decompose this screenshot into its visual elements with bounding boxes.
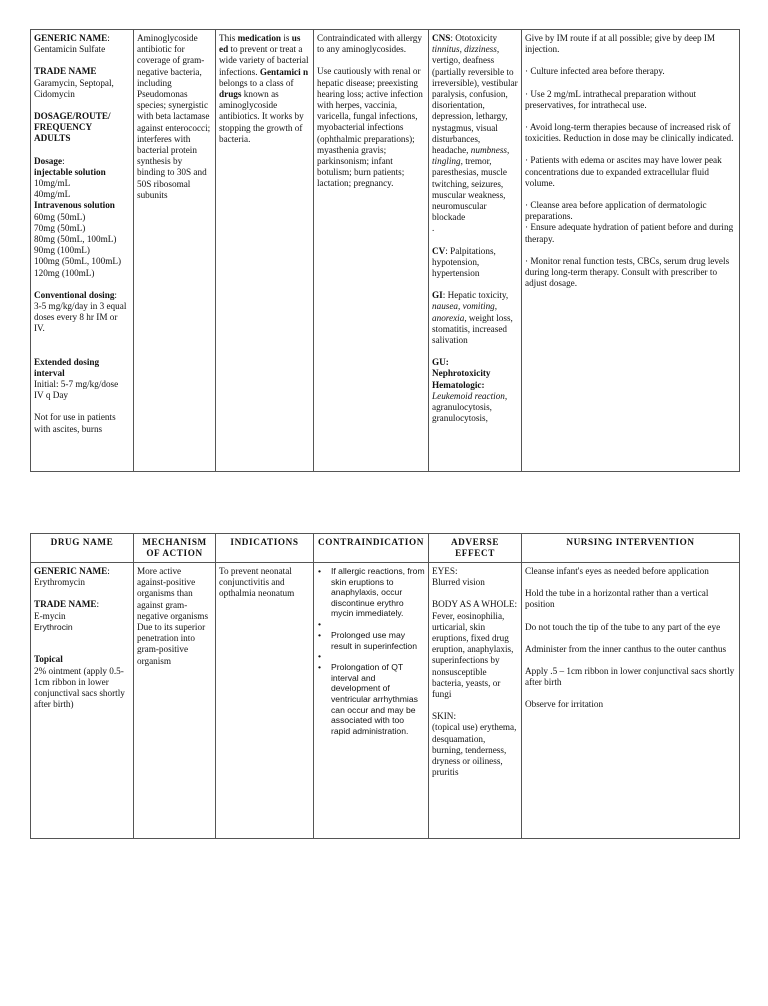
skin-label: SKIN:: [432, 711, 456, 722]
generic-name-value: Erythromycin: [34, 577, 86, 588]
gentamicin-adverse-effect-cell: [429, 30, 522, 472]
body-text: Fever, eosinophilia, urticarial, skin eruptions, fixed drug eruption, anaphylaxis, superinfections by nonsusceptible bacteria, yeasts, or fungi: [432, 610, 514, 700]
intervention-item: · Ensure adequate hydration of patient before and during therapy.: [525, 222, 734, 244]
intervention-item: Observe for irritation: [525, 699, 604, 710]
skin-text: (topical use) erythema, desquamation, burning, tenderness, dryness or oiliness, pruritis: [432, 722, 517, 778]
intervention-item: Apply .5 – 1cm ribbon in lower conjunctival sacs shortly after birth: [525, 666, 735, 688]
intervention-item: · Culture infected area before therapy.: [525, 66, 665, 77]
gentamicin-row: [31, 30, 740, 472]
indications-text: This medication is us ed to prevent or treat a wide variety of bacterial infections. Gentamici n belongs to a class of drugs known as aminoglycoside antibiotics. It works by stopping the growth of bacteria.: [219, 33, 309, 144]
extended-dosing-text: Initial: 5-7 mg/kg/dose IV q Day: [34, 379, 119, 401]
hematologic-effects: Hematologic: Leukemoid reaction, agranulocytosis, granulocytosis,: [432, 379, 508, 424]
mechanism-text: More active against-positive organisms than against gram-negative organisms Due to its superior penetration into gram-positive organism: [137, 566, 209, 666]
intervention-item: · Avoid long-term therapies because of increased risk of toxicities. Reduction in dose may be clinically indicated.: [525, 122, 734, 144]
intervention-item: Administer from the inner canthus to the outer canthus: [525, 643, 727, 654]
not-for-use-text: Not for use in patients with ascites, burns: [34, 412, 116, 434]
erythromycin-drug-table: [30, 533, 740, 839]
header-contraindication: CONTRAINDICATION: [314, 534, 429, 563]
nephrotoxicity-label: Nephrotoxicity: [432, 368, 491, 379]
intervention-item: Cleanse infant's eyes as needed before application: [525, 566, 709, 576]
gentamicin-nursing-intervention-cell: [522, 30, 740, 472]
trade-name-value: Erythrocin: [34, 621, 73, 632]
intervention-item: · Use 2 mg/mL intrathecal preparation without preservatives, for intrathecal use.: [525, 88, 697, 110]
header-nursing-intervention: NURSING INTERVENTION: [522, 534, 740, 563]
gentamicin-drug-name-cell: GENERIC NAME: Gentamicin Sulfate TRADE NAME Garamycin, Septopal, Cidomycin DOSAGE/ROUTE/ FREQUENCY ADULTS Dosage: injectable solution 10mg/mL 40mg/mL Intravenous solution 60mg (50mL) 70mg (50mL) 80mg (50mL, 100mL) 90mg (100mL) 100mg (50mL, 100mL) 120mg (100mL) Conventional dosing: 3-5 mg/kg/day in 3 equal doses every 8 hr IM or IV. Extended dosing interval Initial: 5-7 mg/kg/dose IV q Day Not for use in patients with ascites, burns: [31, 30, 134, 472]
contraindication-list: [317, 566, 425, 736]
gentamicin-indications-cell: [216, 30, 314, 472]
caution-text: Use cautiously with renal or hepatic disease; preexisting hearing loss; active infection with herpes, vaccinia, varicella, fungal infections, myobacterial infections (ophthalmic preparations); myasthenia gravis; parkinsonism; infant botulism; burn patients; lactation; pregnancy.: [317, 66, 423, 189]
dot: .: [432, 223, 435, 234]
body-label: BODY AS A WHOLE:: [432, 599, 517, 610]
iv-line: 100mg (50mL, 100mL): [34, 256, 122, 267]
intervention-item: · Monitor renal function tests, CBCs, serum drug levels during long-term therapy. Consult with prescriber to adjust dosage.: [525, 255, 730, 289]
mechanism-text: Aminoglycoside antibiotic for coverage of gram-negative bacteria, including Pseudomonas species; synergistic with beta lactamase against enterococci; interferes with bacterial protein synthesis by binding to 30S and 50S ribosomal subunits: [137, 33, 211, 200]
topical-text: 2% ointment (apply 0.5-1cm ribbon in lower conjunctival sacs shortly after birth): [34, 665, 125, 710]
intervention-item: Hold the tube in a horizontal rather than a vertical position: [525, 588, 709, 610]
conventional-dosing-label: Conventional dosing: [34, 289, 115, 300]
header-adverse-effect: ADVERSE EFFECT: [429, 534, 522, 563]
extended-dosing-label: Extended dosing interval: [34, 356, 100, 378]
contraindication-item-empty: [331, 619, 425, 630]
injectable-line: 40mg/mL: [34, 189, 71, 200]
erythromycin-nursing-intervention-cell: [522, 563, 740, 839]
contraindication-item: • If allergic reactions, from skin eruptions to anaphylaxis, occur discontinue erythro mycin immediately.: [331, 566, 425, 619]
eyes-label: EYES:: [432, 566, 458, 576]
conventional-dosing-text: 3-5 mg/kg/day in 3 equal doses every 8 hr IM or IV.: [34, 301, 127, 334]
cns-effects: CNS: Ototoxicity tinnitus, dizziness, vertigo, deafness (partially reversible to irreversible), vestibular paralysis, confusion, disorientation, depression, lethargy, nystagmus, visual disturbances, headache, numbness, tingling, tremor, paresthesias, muscle twitching, seizures, muscular weakness, neuromuscular blockade: [432, 33, 518, 223]
trade-name-value: Garamycin, Septopal, Cidomycin: [34, 77, 114, 99]
gu-label: GU:: [432, 357, 449, 368]
eyes-text: Blurred vision: [432, 577, 485, 588]
contraindication-item: • Prolonged use may result in superinfection: [331, 630, 425, 651]
header-indications: INDICATIONS: [216, 534, 314, 563]
header-drug-name: DRUG NAME: [31, 534, 134, 563]
contraindication-item: • Prolongation of QT interval and development of ventricular arrhythmias can occur and may be associated with too rapid administration.: [331, 662, 425, 736]
intervention-item: Give by IM route if at all possible; give by deep IM injection.: [525, 33, 716, 55]
generic-name-label: GENERIC NAME: [34, 33, 108, 43]
gi-effects: GI: Hepatic toxicity, nausea, vomiting, anorexia, weight loss, stomatitis, increased salivation: [432, 290, 513, 346]
iv-line: 80mg (50mL, 100mL): [34, 234, 117, 245]
gentamicin-drug-table: [30, 29, 740, 472]
generic-name-label: GENERIC NAME: [34, 566, 108, 576]
erythromycin-drug-name-cell: GENERIC NAME: Erythromycin TRADE NAME: E-mycin Erythrocin Topical 2% ointment (apply 0.5-1cm ribbon in lower conjunctival sacs shortly after birth): [31, 563, 134, 839]
iv-label: Intravenous solution: [34, 200, 115, 211]
contraindication-text: Contraindicated with allergy to any aminoglycosides.: [317, 33, 422, 55]
erythromycin-indications-cell: [216, 563, 314, 839]
erythromycin-adverse-effect-cell: [429, 563, 522, 839]
topical-label: Topical: [34, 654, 63, 665]
erythromycin-contraindication-cell: [314, 563, 429, 839]
intervention-item: · Cleanse area before application of dermatologic preparations.: [525, 200, 707, 222]
generic-name-value: Gentamicin Sulfate: [34, 44, 106, 55]
gentamicin-contraindication-cell: [314, 30, 429, 472]
injectable-label: injectable solution: [34, 166, 106, 177]
iv-line: 90mg (100mL): [34, 245, 90, 256]
erythromycin-row: [31, 563, 740, 839]
iv-line: 120mg (100mL): [34, 267, 95, 278]
dosage-heading: DOSAGE/ROUTE/ FREQUENCY ADULTS: [34, 111, 111, 144]
header-mechanism: MECHANISM OF ACTION: [134, 534, 216, 563]
erythromycin-mechanism-cell: [134, 563, 216, 839]
header-row: [31, 534, 740, 563]
indications-text: To prevent neonatal conjunctivitis and opthalmia neonatum: [219, 566, 295, 599]
intervention-item: · Patients with edema or ascites may have lower peak concentrations due to expanded extracellular fluid volume.: [525, 155, 722, 188]
trade-name-label: TRADE NAME: [34, 599, 97, 610]
injectable-line: 10mg/mL: [34, 178, 71, 189]
trade-name-value: E-mycin: [34, 610, 66, 621]
intervention-item: Do not touch the tip of the tube to any part of the eye: [525, 621, 721, 632]
gentamicin-mechanism-cell: [134, 30, 216, 472]
trade-name-label: TRADE NAME: [34, 66, 97, 77]
dosage-label: Dosage: [34, 155, 63, 166]
cv-effects: CV: Palpitations, hypotension, hypertension: [432, 245, 496, 279]
iv-line: 70mg (50mL): [34, 222, 86, 233]
contraindication-item-empty: [331, 651, 425, 662]
iv-line: 60mg (50mL): [34, 211, 86, 222]
